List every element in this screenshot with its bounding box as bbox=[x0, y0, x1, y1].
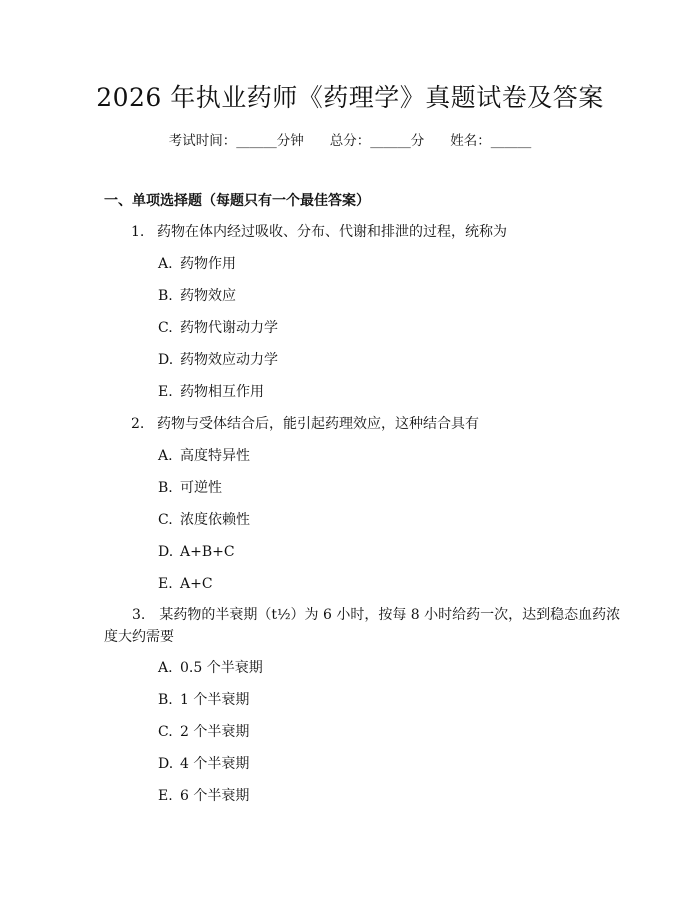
name-field: 姓名：______ bbox=[450, 133, 532, 149]
question-2-option-c bbox=[158, 510, 250, 530]
exam-time-field: 考试时间：______分钟 bbox=[168, 133, 304, 149]
question-1-option-d bbox=[158, 350, 278, 370]
option-letter: D. bbox=[158, 544, 174, 560]
option-text: 药物作用 bbox=[180, 256, 236, 272]
option-text: 4 个半衰期 bbox=[180, 756, 250, 772]
exam-meta-line bbox=[0, 131, 700, 151]
question-2-option-d bbox=[158, 542, 235, 562]
option-letter: E. bbox=[158, 384, 173, 400]
option-text: 药物效应 bbox=[180, 288, 236, 304]
question-1-option-a bbox=[158, 254, 236, 274]
option-letter: A. bbox=[158, 660, 173, 676]
option-letter: D. bbox=[158, 756, 174, 772]
question-number: 2. bbox=[131, 416, 145, 432]
question-1 bbox=[131, 221, 507, 243]
section-heading: 一、单项选择题（每题只有一个最佳答案） bbox=[104, 193, 370, 209]
option-text: A+C bbox=[180, 576, 213, 592]
option-text: 浓度依赖性 bbox=[180, 512, 250, 528]
question-3: 3. 某药物的半衰期（t½）为 6 小时，按每 8 小时给药一次，达到稳态血药浓度大约需要 bbox=[104, 607, 621, 645]
option-text: A+B+C bbox=[180, 544, 235, 560]
option-letter: B. bbox=[158, 692, 173, 708]
option-letter: E. bbox=[158, 788, 173, 804]
question-2 bbox=[131, 413, 479, 435]
option-letter: A. bbox=[158, 448, 173, 464]
question-3-option-e bbox=[158, 786, 249, 806]
page-title: 2026 年执业药师《药理学》真题试卷及答案 bbox=[96, 83, 604, 112]
option-letter: B. bbox=[158, 288, 173, 304]
question-2-option-a bbox=[158, 446, 250, 466]
option-text: 高度特异性 bbox=[180, 448, 250, 464]
question-1-option-b bbox=[158, 286, 236, 306]
question-3-option-b bbox=[158, 690, 249, 710]
question-text: 药物与受体结合后，能引起药理效应，这种结合具有 bbox=[157, 416, 479, 432]
question-3-option-c bbox=[158, 722, 249, 742]
option-letter: E. bbox=[158, 576, 173, 592]
option-letter: C. bbox=[158, 724, 173, 740]
option-text: 0.5 个半衰期 bbox=[180, 660, 263, 676]
option-text: 1 个半衰期 bbox=[180, 692, 250, 708]
option-letter: C. bbox=[158, 320, 173, 336]
question-2-option-b bbox=[158, 478, 222, 498]
option-text: 药物代谢动力学 bbox=[180, 320, 278, 336]
question-1-option-e bbox=[158, 382, 264, 402]
total-score-field: 总分：______分 bbox=[329, 133, 425, 149]
question-number: 1. bbox=[131, 224, 145, 240]
option-text: 6 个半衰期 bbox=[180, 788, 250, 804]
option-text: 可逆性 bbox=[180, 480, 222, 496]
option-letter: C. bbox=[158, 512, 173, 528]
option-letter: D. bbox=[158, 352, 174, 368]
question-text: 药物在体内经过吸收、分布、代谢和排泄的过程，统称为 bbox=[157, 224, 507, 240]
option-text: 药物相互作用 bbox=[180, 384, 264, 400]
option-text: 2 个半衰期 bbox=[180, 724, 250, 740]
question-3-option-a bbox=[158, 658, 263, 678]
question-1-option-c bbox=[158, 318, 278, 338]
option-letter: B. bbox=[158, 480, 173, 496]
question-2-option-e bbox=[158, 574, 213, 594]
question-3-option-d bbox=[158, 754, 249, 774]
option-text: 药物效应动力学 bbox=[180, 352, 278, 368]
option-letter: A. bbox=[158, 256, 173, 272]
